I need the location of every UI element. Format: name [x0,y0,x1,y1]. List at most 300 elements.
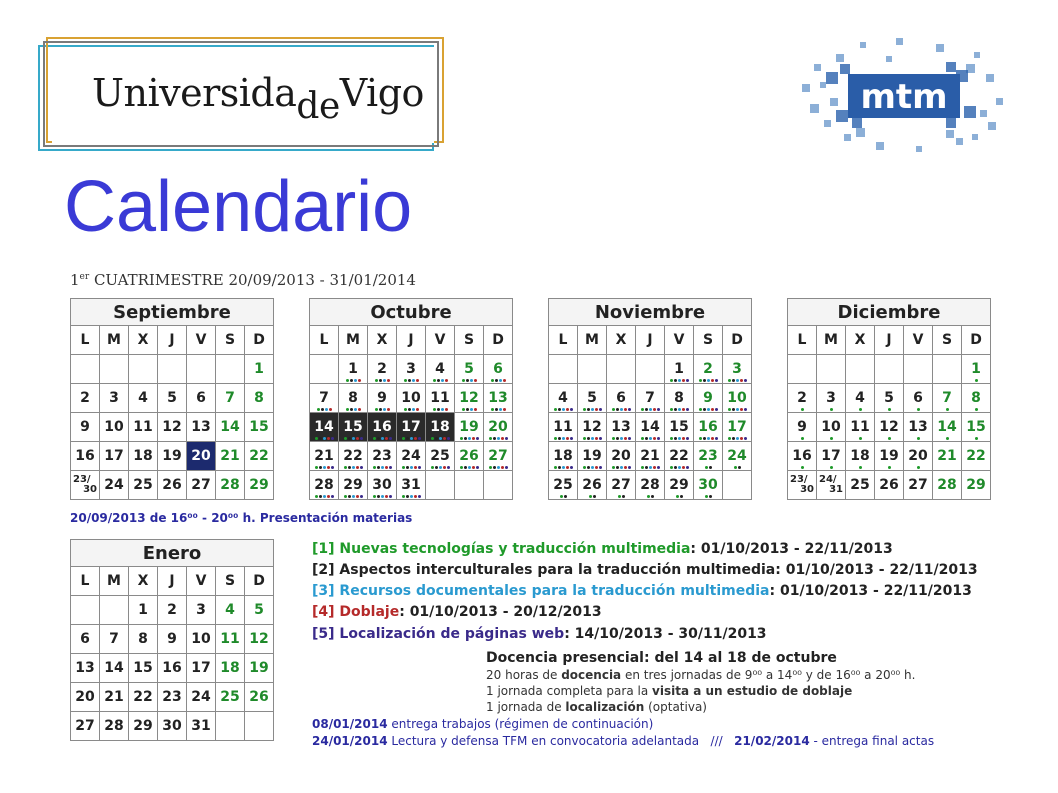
day-cell: 11 [426,384,455,413]
day-cell: 2 [788,384,817,413]
course-dots [936,437,958,440]
course-name: [4] Doblaje [312,604,400,620]
course-dot [699,408,702,411]
course-dot [462,408,465,411]
day-cell [71,471,100,500]
course-dot [414,437,417,440]
empty-cell [71,355,100,384]
course-dot [647,495,650,498]
course-dates: : 14/10/2013 - 30/11/2013 [564,626,767,642]
course-dot [736,379,739,382]
day-cell: 29 [665,471,694,500]
course-dots [907,437,929,440]
course-dot [711,437,714,440]
course-dots [581,495,603,498]
course-dot [447,437,450,440]
course-dot [732,408,735,411]
footer-line1-date: 08/01/2014 [312,717,388,731]
course-dot [350,379,353,382]
course-dot [678,408,681,411]
weekday-header: J [875,326,904,355]
weekday-header: V [187,567,216,596]
weekday-header: D [245,567,274,596]
course-dot [385,466,388,469]
day-cell: 8 [665,384,694,413]
course-dots [849,466,871,469]
day-cell: 6 [904,384,933,413]
footer-line2 [312,734,934,748]
course-dot [562,466,565,469]
course-dots [313,495,335,498]
day-cell: 22 [245,442,274,471]
course-dots [849,437,871,440]
course-dot [622,495,625,498]
course-dot [418,495,421,498]
split-day-bottom: 31 [829,484,843,495]
course-dot [566,408,569,411]
course-dot [641,408,644,411]
course-dots [965,379,987,382]
course-dot [612,466,615,469]
day-cell: 26 [158,471,187,500]
course-dots [668,379,690,382]
empty-cell [187,355,216,384]
course-dot [686,379,689,382]
course-dot [686,466,689,469]
day-cell: 1 [339,355,368,384]
course-dot [801,466,804,469]
course-dot [599,466,602,469]
course-dot [373,495,376,498]
course-dots [726,466,748,469]
course-dot [315,466,318,469]
day-cell: 13 [484,384,513,413]
course-dots [487,466,509,469]
course-dot [628,437,631,440]
presencial-line3-b: localización [565,700,645,714]
course-dot [360,437,363,440]
course-dot [489,466,492,469]
course-dot [447,466,450,469]
mtm-logo [796,34,1012,160]
course-name: [5] Localización de páginas web [312,626,565,642]
day-cell: 17 [723,413,752,442]
course-dot [570,437,573,440]
course-dot [356,437,359,440]
weekday-header: J [158,567,187,596]
empty-cell [636,355,665,384]
weekday-header: V [904,326,933,355]
course-legend-item [312,626,767,642]
course-dot [801,408,804,411]
day-cell: 18 [426,413,455,442]
day-cell: 2 [368,355,397,384]
calendar-septiembre [70,298,274,500]
day-cell: 19 [245,654,274,683]
course-dot [587,466,590,469]
course-dot [587,408,590,411]
course-dot [657,466,660,469]
course-dot [468,437,471,440]
course-dots [820,466,842,469]
course-dot [317,408,320,411]
course-dots [697,408,719,411]
day-cell: 22 [962,442,991,471]
course-dot [554,437,557,440]
course-dot [416,408,419,411]
course-dot [566,437,569,440]
course-dot [439,437,442,440]
day-cell: 14 [310,413,339,442]
day-cell: 21 [933,442,962,471]
course-dots [458,408,480,411]
split-day-bottom: 30 [83,484,97,495]
course-dot [319,437,322,440]
empty-cell [100,596,129,625]
weekday-header: X [129,567,158,596]
course-dot [501,466,504,469]
course-dot [595,408,598,411]
course-dot [439,466,442,469]
course-dot [389,437,392,440]
course-dot [418,466,421,469]
course-dot [859,408,862,411]
course-dot [649,437,652,440]
weekday-header: S [216,567,245,596]
course-dot [331,437,334,440]
course-dot [591,466,594,469]
course-dots [581,408,603,411]
empty-cell [216,355,245,384]
course-dot [346,379,349,382]
course-dots [400,495,422,498]
empty-cell [426,471,455,500]
footer-line2-text: Lectura y defensa TFM en convocatoria adelantada /// [387,734,735,748]
day-cell: 16 [158,654,187,683]
presencial-line2-b: visita a un estudio de doblaje [652,684,853,698]
day-cell: 19 [875,442,904,471]
course-dot [715,379,718,382]
course-dot [410,466,413,469]
course-dot [435,466,438,469]
course-dot [645,408,648,411]
course-dot [715,437,718,440]
course-dots [820,408,842,411]
course-dot [560,495,563,498]
day-cell: 11 [129,413,158,442]
course-dot [699,437,702,440]
presencial-line1 [486,668,915,682]
weekday-header: M [339,326,368,355]
course-dots [610,466,632,469]
course-dots [371,466,393,469]
course-dot [624,466,627,469]
day-cell: 13 [71,654,100,683]
course-dots [639,466,661,469]
day-cell: 16 [368,413,397,442]
course-dot [732,437,735,440]
course-dot [468,466,471,469]
course-dot [352,495,355,498]
course-dot [678,437,681,440]
day-cell: 26 [455,442,484,471]
course-dots [371,437,393,440]
day-cell: 12 [578,413,607,442]
course-dot [433,408,436,411]
course-dot [564,495,567,498]
day-cell: 12 [455,384,484,413]
day-cell: 25 [129,471,158,500]
course-dot [616,466,619,469]
weekday-header: X [368,326,397,355]
course-dots [610,408,632,411]
course-dot [433,379,436,382]
day-cell: 2 [158,596,187,625]
day-cell: 24 [723,442,752,471]
course-dots [726,379,748,382]
weekday-header: X [607,326,636,355]
calendar-noviembre [548,298,752,500]
empty-cell [817,355,846,384]
course-dot [711,408,714,411]
day-cell: 21 [100,683,129,712]
day-cell: 4 [216,596,245,625]
course-dot [591,437,594,440]
course-dots [342,379,364,382]
course-dot [503,379,506,382]
course-dot [406,437,409,440]
course-dot [570,408,573,411]
course-dots [313,408,335,411]
course-dot [377,437,380,440]
course-dot [441,379,444,382]
course-dot [645,466,648,469]
course-dot [736,408,739,411]
day-cell: 9 [158,625,187,654]
course-dots [907,466,929,469]
course-dot [738,466,741,469]
day-cell: 26 [875,471,904,500]
course-dot [917,408,920,411]
course-dots [581,466,603,469]
day-cell: 10 [817,413,846,442]
presencial-line3 [486,700,707,714]
day-cell: 28 [933,471,962,500]
course-dot [476,466,479,469]
course-dot [464,437,467,440]
day-cell: 19 [578,442,607,471]
course-dot [416,379,419,382]
day-cell: 16 [788,442,817,471]
day-cell [788,471,817,500]
course-dot [356,466,359,469]
course-dot [406,495,409,498]
weekday-header: L [71,326,100,355]
course-dot [379,379,382,382]
course-dot [554,408,557,411]
course-dot [402,437,405,440]
day-cell: 14 [100,654,129,683]
course-dots [487,437,509,440]
course-dot [344,437,347,440]
course-dot [628,408,631,411]
day-cell: 19 [455,413,484,442]
empty-cell [455,471,484,500]
course-dot [686,437,689,440]
empty-cell [484,471,513,500]
course-dot [352,437,355,440]
course-dot [649,466,652,469]
course-dots [610,495,632,498]
day-cell: 29 [339,471,368,500]
course-dot [744,437,747,440]
course-dot [674,466,677,469]
course-dot [389,495,392,498]
day-cell: 11 [846,413,875,442]
weekday-header: S [694,326,723,355]
course-dot [354,379,357,382]
course-dot [491,408,494,411]
day-cell: 5 [578,384,607,413]
course-dot [503,408,506,411]
day-cell: 5 [455,355,484,384]
course-dot [381,466,384,469]
weekday-header: D [723,326,752,355]
course-dots [581,437,603,440]
split-day-top: 24/ [819,474,837,485]
day-cell: 9 [368,384,397,413]
presencial-line1-c: en tres jornadas de 9⁰⁰ a 14⁰⁰ y de 16⁰⁰ a 20⁰⁰ h. [621,668,916,682]
semester-label-prefix: 1 [70,271,80,289]
day-cell: 27 [71,712,100,741]
day-cell: 17 [817,442,846,471]
day-cell: 7 [636,384,665,413]
presencial-line3-c: (optativa) [644,700,707,714]
course-dot [705,495,708,498]
presencial-line2 [486,684,852,698]
weekday-header: M [100,567,129,596]
course-dot [678,379,681,382]
course-dots [668,437,690,440]
day-cell: 15 [339,413,368,442]
month-name: Octubre [310,299,513,326]
weekday-header: V [187,326,216,355]
course-dot [443,466,446,469]
course-dots [458,466,480,469]
day-cell: 17 [100,442,129,471]
day-cell: 18 [216,654,245,683]
weekday-header: S [216,326,245,355]
course-dot [323,437,326,440]
day-cell: 18 [129,442,158,471]
course-dates: : 01/10/2013 - 22/11/2013 [769,583,972,599]
course-dots [820,437,842,440]
day-cell: 22 [129,683,158,712]
course-dots [487,408,509,411]
month-name: Enero [71,540,274,567]
day-cell: 25 [216,683,245,712]
day-cell: 3 [397,355,426,384]
course-dot [740,437,743,440]
course-dot [412,379,415,382]
weekday-header: D [962,326,991,355]
course-dot [381,495,384,498]
day-cell: 27 [187,471,216,500]
course-dot [327,495,330,498]
split-day-top: 23/ [790,474,808,485]
day-cell: 13 [187,413,216,442]
day-cell: 13 [607,413,636,442]
empty-cell [71,596,100,625]
course-dot [323,466,326,469]
footer-line1 [312,717,653,731]
day-cell: 30 [158,712,187,741]
day-cell: 14 [636,413,665,442]
course-dot [462,379,465,382]
course-dots [965,437,987,440]
course-dot [653,408,656,411]
day-cell: 6 [484,355,513,384]
presencial-title: Docencia presencial: del 14 al 18 de octubre [486,650,837,666]
course-dots [791,437,813,440]
course-dot [505,466,508,469]
day-cell: 11 [216,625,245,654]
course-dot [566,466,569,469]
course-dots [342,408,364,411]
course-dot [408,379,411,382]
course-dot [329,408,332,411]
course-dates: : 01/10/2013 - 20/12/2013 [399,604,602,620]
course-dot [715,408,718,411]
course-dots [552,408,574,411]
course-legend-item [312,541,893,557]
university-name [92,71,424,127]
course-dot [707,379,710,382]
course-dot [562,408,565,411]
course-dots [726,437,748,440]
course-dot [344,466,347,469]
semester-label-rest: CUATRIMESTRE 20/09/2013 - 31/01/2014 [89,271,416,289]
course-dot [703,408,706,411]
day-cell: 15 [129,654,158,683]
course-dots [371,495,393,498]
course-dot [859,466,862,469]
course-dots [552,495,574,498]
empty-cell [607,355,636,384]
course-dot [493,466,496,469]
empty-cell [933,355,962,384]
course-dot [379,408,382,411]
day-cell: 15 [665,413,694,442]
weekday-header: L [549,326,578,355]
split-day-top: 23/ [73,474,91,485]
course-dot [437,379,440,382]
calendar-octubre [309,298,513,500]
course-dots [697,495,719,498]
day-cell: 2 [71,384,100,413]
course-dot [703,379,706,382]
empty-cell [100,355,129,384]
weekday-header: S [455,326,484,355]
course-dot [734,466,737,469]
day-cell: 3 [187,596,216,625]
course-dots [697,466,719,469]
course-dot [489,437,492,440]
day-cell: 27 [904,471,933,500]
day-cell: 10 [100,413,129,442]
course-dot [431,466,434,469]
month-name: Septiembre [71,299,274,326]
